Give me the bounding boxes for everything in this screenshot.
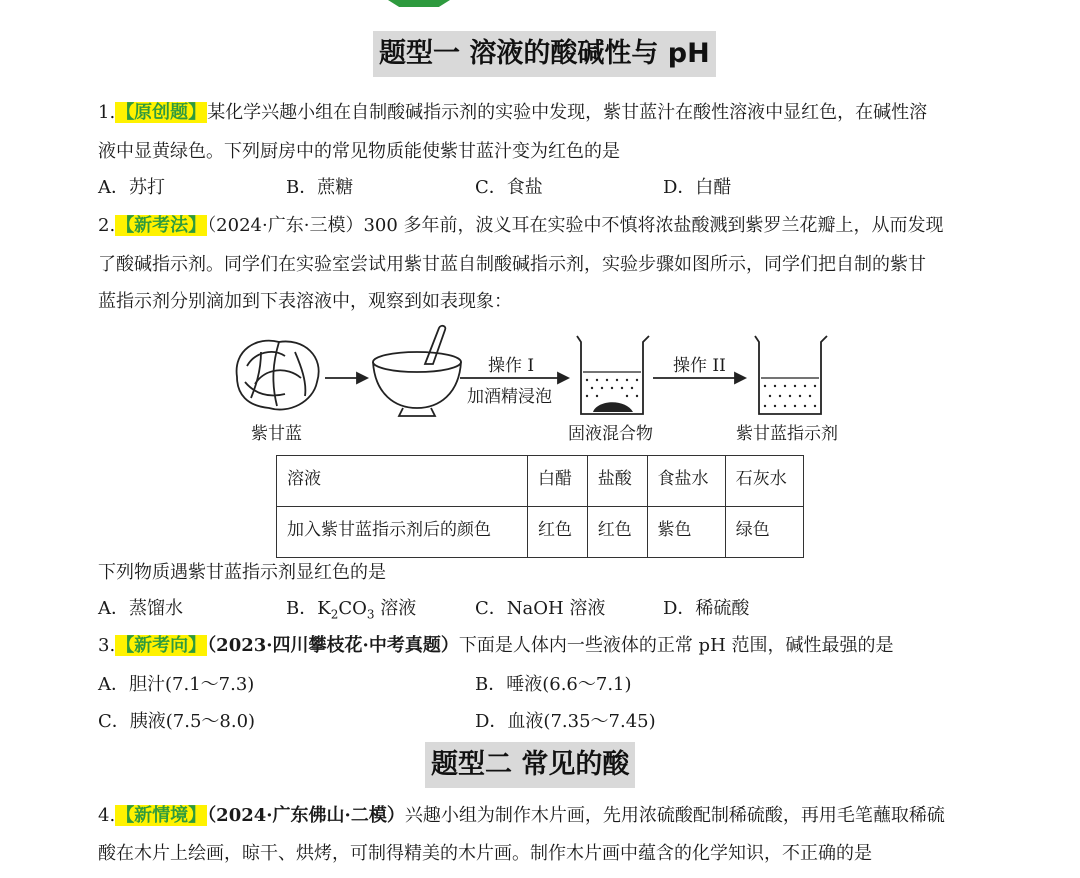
question-2-line-2: 了酸碱指示剂。同学们在实验室尝试用紫甘蓝自制酸碱指示剂，实验步骤如图所示，同学们把自制的紫甘 [98,254,926,275]
question-4-line-1 [98,804,945,828]
beaker-mixture-icon [577,336,649,414]
question-text: 下面是人体内一些液体的正常 pH 范围，碱性最强的是 [458,635,894,656]
table-cell: 溶液 [277,456,528,507]
option-c: C．食盐 [475,177,543,198]
table-cell: 红色 [528,507,588,558]
option-a: A．苏打 [98,177,165,198]
section-title-1: 题型一 溶液的酸碱性与 pH [373,31,716,77]
question-text: 兴趣小组为制作木片画，先用浓硫酸配制稀硫酸，再用毛笔蘸取稀硫 [404,805,945,826]
question-number: 1. [98,102,116,123]
table-cell: 红色 [587,507,647,558]
option-d: D．稀硫酸 [663,598,750,619]
label-cabbage: 紫甘蓝 [251,424,302,444]
question-1-line-1 [98,101,927,125]
question-text: （2024·广东·三模）300 多年前，波义耳在实验中不慎将浓盐酸溅到紫罗兰花瓣上，从而发现 [207,215,944,236]
beaker-indicator-icon [755,336,827,414]
label-indicator: 紫甘蓝指示剂 [736,424,838,444]
question-2-prompt: 下列物质遇紫甘蓝指示剂显红色的是 [98,562,386,583]
experiment-diagram [225,322,875,424]
option-b: B．唾液(6.6～7.1) [475,674,632,695]
mortar-pestle-icon [373,326,461,416]
table-cell: 绿色 [725,507,803,558]
results-table [276,455,804,558]
table-cell: 白醋 [528,456,588,507]
decorative-header-mark [388,0,450,7]
question-2-line-3: 蓝指示剂分别滴加到下表溶液中，观察到如表现象： [98,291,512,312]
question-tag: 【新考法】 [116,215,207,236]
question-source: （2024·广东佛山·二模） [207,805,405,826]
option-a: A．胆汁(7.1～7.3) [98,674,255,695]
question-source: （2023·四川攀枝花·中考真题） [207,635,459,656]
table-row [277,507,804,558]
cabbage-icon [237,341,319,410]
label-step-1: 操作 I [488,356,535,376]
question-1-line-2: 液中显黄绿色。下列厨房中的常见物质能使紫甘蓝汁变为红色的是 [98,141,620,162]
question-tag: 【原创题】 [116,102,207,123]
option-c: C．胰液(7.5～8.0) [98,711,256,732]
table-cell: 加入紫甘蓝指示剂后的颜色 [277,507,528,558]
question-3-line-1 [98,634,894,658]
table-cell: 盐酸 [587,456,647,507]
question-number: 2. [98,215,116,236]
label-step-2: 操作 II [673,356,726,376]
table-cell: 食盐水 [647,456,725,507]
option-d: D．白醋 [663,177,732,198]
question-number: 4. [98,805,116,826]
label-mixture: 固液混合物 [568,424,653,444]
question-4-line-2: 酸在木片上绘画，晾干、烘烤，可制得精美的木片画。制作木片画中蕴含的化学知识，不正确的是 [98,843,872,864]
table-row [277,456,804,507]
section-title-2: 题型二 常见的酸 [425,742,635,788]
option-b: B．$K_2CO_3$ 溶液 [286,598,417,622]
option-b: B．蔗糖 [286,177,354,198]
question-tag: 【新考向】 [116,635,207,656]
option-a: A．蒸馏水 [98,598,183,619]
question-text: 某化学兴趣小组在自制酸碱指示剂的实验中发现，紫甘蓝汁在酸性溶液中显红色，在碱性溶 [207,102,928,123]
label-step-1-detail: 加酒精浸泡 [467,387,552,407]
option-d: D．血液(7.35～7.45) [475,711,656,732]
question-tag: 【新情境】 [116,805,207,826]
table-cell: 紫色 [647,507,725,558]
question-number: 3. [98,635,116,656]
option-c: C．NaOH 溶液 [475,598,606,619]
question-2-line-1 [98,214,944,238]
arrow-right-icon [325,373,367,383]
table-cell: 石灰水 [725,456,803,507]
